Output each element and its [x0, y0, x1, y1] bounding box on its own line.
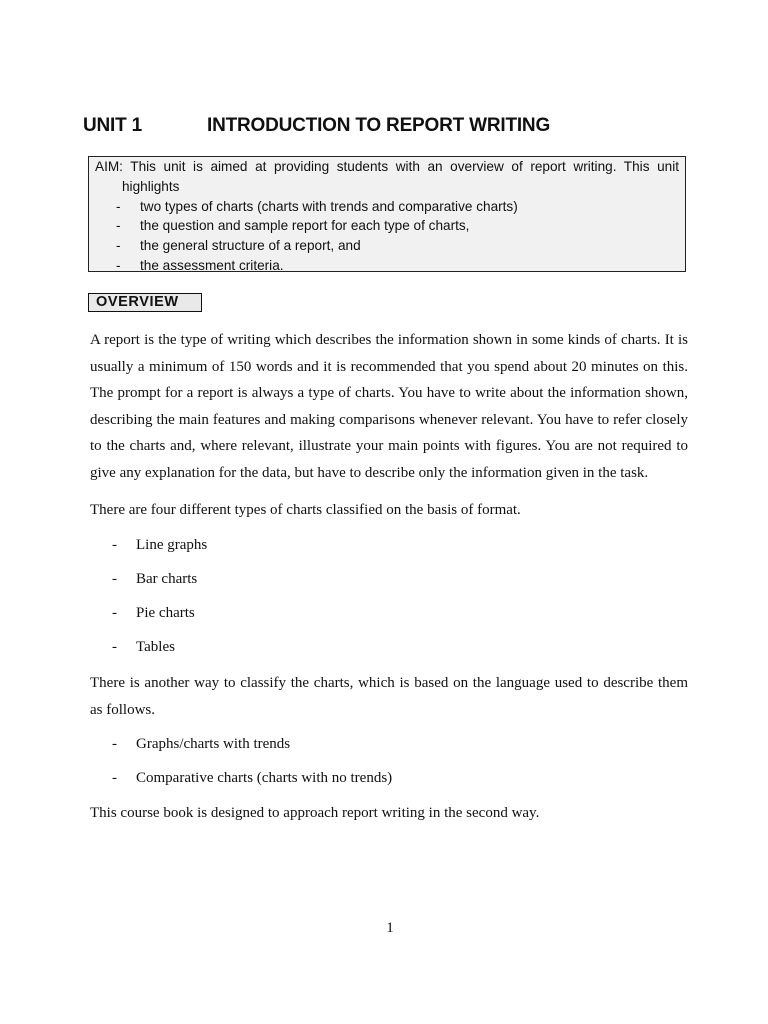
aim-item-text: the question and sample report for each type of charts, — [140, 218, 470, 234]
overview-paragraph-2: There are four different types of charts classified on the basis of format. — [90, 502, 521, 518]
language-type-item — [112, 734, 290, 754]
aim-item-text: the assessment criteria. — [140, 257, 284, 273]
format-type-item — [112, 637, 175, 657]
list-dash: - — [116, 198, 121, 214]
format-type-text: Tables — [136, 639, 175, 655]
unit-heading — [83, 115, 550, 137]
paragraph-line: usually a minimum of 150 words and it is recommended that you spend about 20 minutes on this. — [90, 358, 688, 375]
aim-item-text: two types of charts (charts with trends and comparative charts) — [140, 198, 518, 214]
list-dash: - — [112, 639, 117, 655]
paragraph-line: as follows. — [90, 701, 155, 718]
overview-label: OVERVIEW — [88, 293, 202, 312]
list-dash: - — [116, 238, 121, 254]
page-number: 1 — [386, 920, 394, 936]
aim-list-item — [95, 216, 679, 236]
paragraph-line: describing the main features and making comparisons whenever relevant. You have to refer closely — [90, 411, 688, 428]
aim-list — [95, 197, 679, 276]
paragraph-line: A report is the type of writing which describes the information shown in some kinds of charts. It is — [90, 332, 688, 348]
list-dash: - — [116, 257, 121, 273]
list-dash: - — [112, 736, 117, 752]
overview-paragraph-3 — [90, 670, 688, 723]
list-dash: - — [116, 218, 121, 234]
unit-title: INTRODUCTION TO REPORT WRITING — [207, 115, 551, 136]
list-dash: - — [112, 571, 117, 587]
format-type-text: Pie charts — [136, 605, 195, 621]
aim-intro-line1: AIM: This unit is aimed at providing students with an overview of report writing. This unit — [95, 159, 679, 174]
language-type-text: Graphs/charts with trends — [136, 736, 291, 752]
paragraph-line: give any explanation for the data, but have to describe only the information given in the task. — [90, 464, 649, 481]
aim-list-item — [95, 197, 679, 217]
aim-item-text: the general structure of a report, and — [140, 238, 361, 254]
language-type-text: Comparative charts (charts with no trends) — [136, 770, 393, 786]
paragraph-line: The prompt for a report is always a type of charts. You have to write about the information shown, — [90, 385, 688, 402]
overview-paragraph-4: This course book is designed to approach report writing in the second way. — [90, 805, 540, 821]
format-type-item — [112, 603, 195, 623]
aim-box — [88, 156, 686, 272]
paragraph-line: There is another way to classify the charts, which is based on the language used to describe them — [90, 675, 688, 691]
format-type-item — [112, 569, 197, 589]
list-dash: - — [112, 770, 117, 786]
aim-list-item — [95, 256, 679, 276]
paragraph-line: to the charts and, where relevant, illustrate your main points with figures. You are not required to — [90, 438, 688, 455]
format-type-text: Line graphs — [136, 537, 208, 553]
format-type-text: Bar charts — [136, 571, 198, 587]
list-dash: - — [112, 537, 117, 553]
unit-number: UNIT 1 — [83, 115, 142, 136]
aim-intro-line2: highlights — [122, 178, 180, 194]
list-dash: - — [112, 605, 117, 621]
aim-list-item — [95, 236, 679, 256]
language-type-item — [112, 768, 392, 788]
overview-paragraph-1 — [90, 327, 688, 487]
format-type-item — [112, 535, 207, 555]
